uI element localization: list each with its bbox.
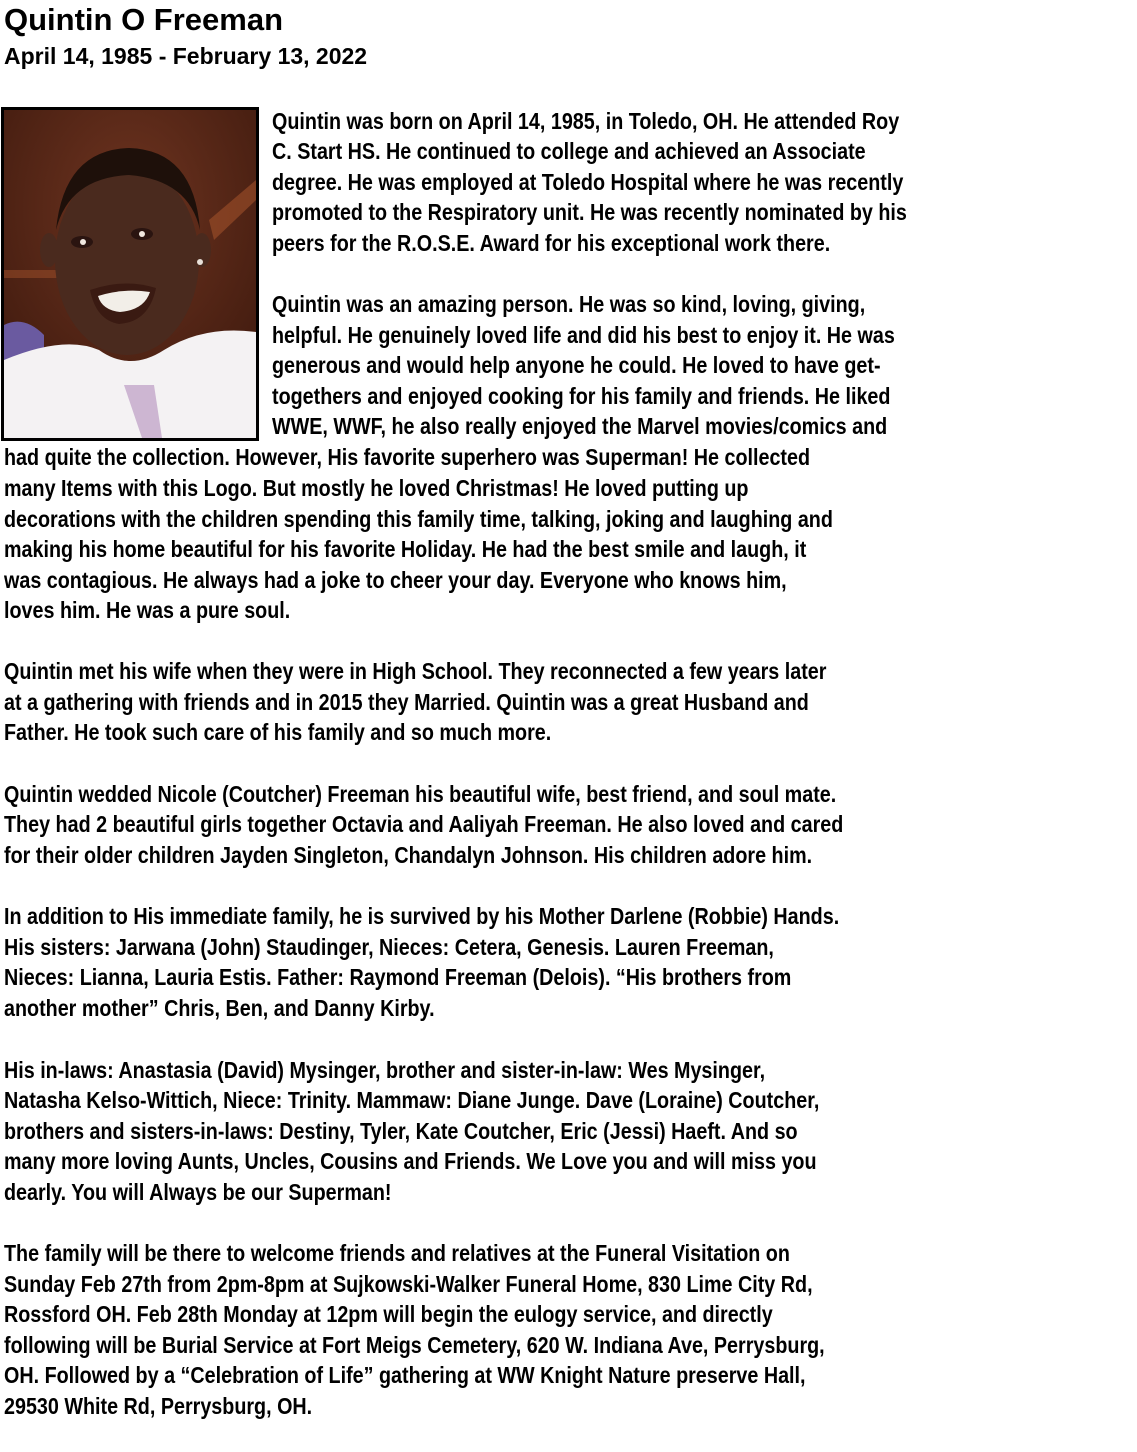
text-line: promoted to the Respiratory unit. He was recently nominated by his bbox=[272, 199, 907, 225]
text-line: another mother” Chris, Ben, and Danny Kirby. bbox=[4, 995, 435, 1021]
text-line: peers for the R.O.S.E. Award for his exceptional work there. bbox=[272, 230, 831, 256]
text-line: had quite the collection. However, His favorite superhero was Superman! He collected bbox=[4, 444, 811, 470]
text-line: OH. Followed by a “Celebration of Life” gathering at WW Knight Nature preserve Hall, bbox=[4, 1362, 806, 1388]
life-dates: April 14, 1985 - February 13, 2022 bbox=[4, 43, 368, 69]
text-line: Nieces: Lianna, Lauria Estis. Father: Raymond Freeman (Delois). “His brothers from bbox=[4, 964, 792, 990]
text-line: togethers and enjoyed cooking for his family and friends. He liked bbox=[272, 383, 891, 409]
text-line: Quintin was an amazing person. He was so kind, loving, giving, bbox=[272, 291, 866, 317]
text-line: helpful. He genuinely loved life and did his best to enjoy it. He was bbox=[272, 322, 895, 348]
text-line: Natasha Kelso-Wittich, Niece: Trinity. Mammaw: Diane Junge. Dave (Loraine) Coutcher, bbox=[4, 1087, 820, 1113]
text-line: at a gathering with friends and in 2015 they Married. Quintin was a great Husband and bbox=[4, 689, 809, 715]
text-line: many more loving Aunts, Uncles, Cousins and Friends. We Love you and will miss you bbox=[4, 1148, 817, 1174]
text-line: Rossford OH. Feb 28th Monday at 12pm will begin the eulogy service, and directly bbox=[4, 1301, 773, 1327]
text-line: Quintin met his wife when they were in High School. They reconnected a few years later bbox=[4, 658, 827, 684]
portrait-photo bbox=[1, 107, 259, 441]
text-line: Quintin wedded Nicole (Coutcher) Freeman his beautiful wife, best friend, and soul mate. bbox=[4, 781, 837, 807]
text-line: was contagious. He always had a joke to cheer your day. Everyone who knows him, bbox=[4, 567, 787, 593]
text-line: C. Start HS. He continued to college and achieved an Associate bbox=[272, 138, 866, 164]
text-line: dearly. You will Always be our Superman! bbox=[4, 1179, 392, 1205]
text-line: The family will be there to welcome friends and relatives at the Funeral Visitation on bbox=[4, 1240, 790, 1266]
deceased-name: Quintin O Freeman bbox=[4, 2, 284, 37]
text-line: His in-laws: Anastasia (David) Mysinger, brother and sister-in-law: Wes Mysinger, bbox=[4, 1057, 766, 1083]
text-line: Sunday Feb 27th from 2pm-8pm at Sujkowski-Walker Funeral Home, 830 Lime City Rd, bbox=[4, 1271, 813, 1297]
text-line: decorations with the children spending this family time, talking, joking and laughing and bbox=[4, 506, 833, 532]
text-line: They had 2 beautiful girls together Octavia and Aaliyah Freeman. He also loved and cared bbox=[4, 811, 844, 837]
text-line: Quintin was born on April 14, 1985, in Toledo, OH. He attended Roy bbox=[272, 108, 900, 134]
text-line: In addition to His immediate family, he is survived by his Mother Darlene (Robbie) Hands. bbox=[4, 903, 840, 929]
text-line: generous and would help anyone he could. He loved to have get- bbox=[272, 352, 881, 378]
text-line: making his home beautiful for his favorite Holiday. He had the best smile and laugh, it bbox=[4, 536, 807, 562]
text-line: following will be Burial Service at Fort Meigs Cemetery, 620 W. Indiana Ave, Perrysburg, bbox=[4, 1332, 825, 1358]
text-line: degree. He was employed at Toledo Hospital where he was recently bbox=[272, 169, 904, 195]
text-line: for their older children Jayden Singleton, Chandalyn Johnson. His children adore him. bbox=[4, 842, 813, 868]
text-line: loves him. He was a pure soul. bbox=[4, 597, 291, 623]
text-line: WWE, WWF, he also really enjoyed the Marvel movies/comics and bbox=[272, 413, 888, 439]
text-line: many Items with this Logo. But mostly he loved Christmas! He loved putting up bbox=[4, 475, 749, 501]
text-line: Father. He took such care of his family and so much more. bbox=[4, 719, 552, 745]
text-line: brothers and sisters-in-laws: Destiny, Tyler, Kate Coutcher, Eric (Jessi) Haeft. And so bbox=[4, 1118, 798, 1144]
portrait-image bbox=[4, 110, 256, 438]
text-line: His sisters: Jarwana (John) Staudinger, Nieces: Cetera, Genesis. Lauren Freeman, bbox=[4, 934, 774, 960]
text-line: 29530 White Rd, Perrysburg, OH. bbox=[4, 1393, 313, 1419]
